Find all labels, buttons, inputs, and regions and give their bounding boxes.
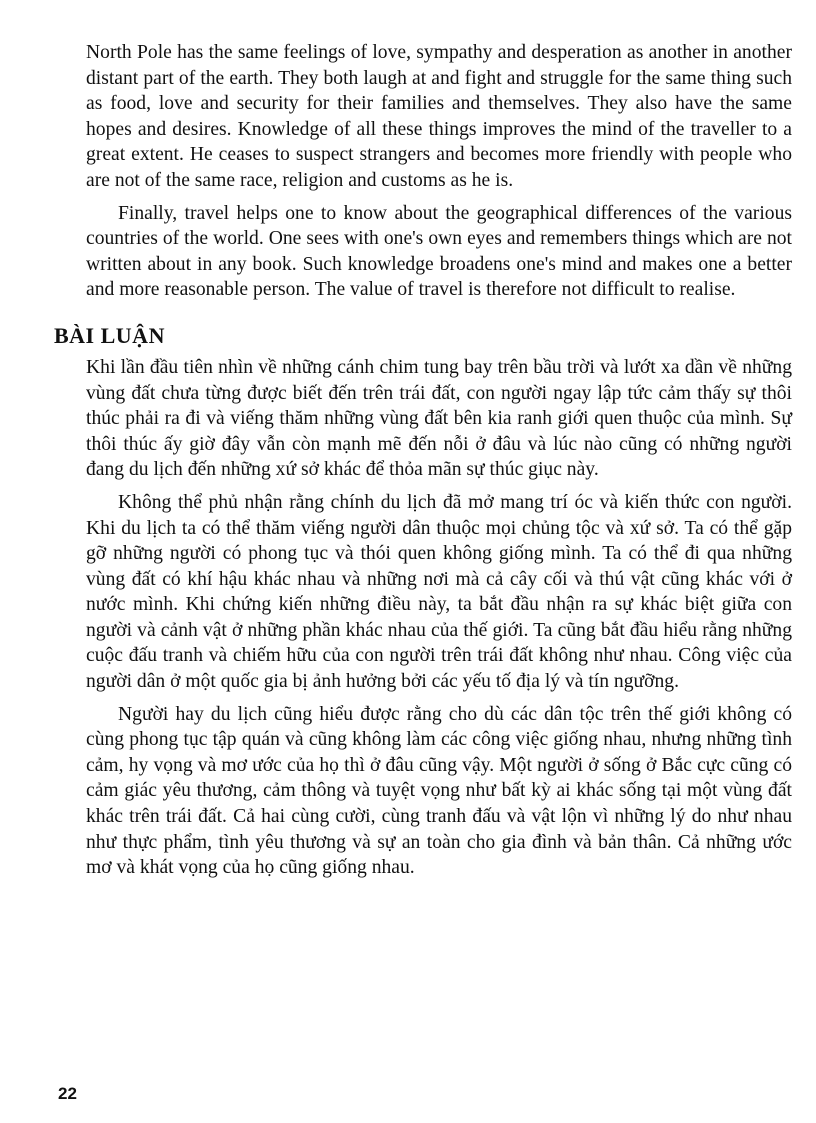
english-paragraph-1: North Pole has the same feelings of love, sympathy and desperation as another in another distant part of the earth. They both laugh at and fight and struggle for the same thing such as food, love and security for their families and themselves. They also have the same hopes and desires. Knowledge of all these things improves the mind of the traveller to a great extent. He ceases to suspect strangers and becomes more friendly with people who are not of the same race, religion and customs as he is.: [86, 42, 792, 191]
english-paragraph-2: Finally, travel helps one to know about the geographical differences of the various countries of the world. One sees with one's own eyes and remembers things which are not written about in any book. Such knowledge broadens one's mind and makes one a better and more reasonable person. The value of travel is therefore not difficult to realise.: [86, 202, 792, 301]
vietnamese-paragraph-3: Người hay du lịch cũng hiểu được rằng cho dù các dân tộc trên thế giới không có cùng phong tục tập quán và cũng không làm các công việc giống nhau, nhưng những tình cảm, hy vọng và mơ ước của họ thì ở đâu cũng vậy. Một người ở sống ở Bắc cực cũng có cảm giác yêu thương, cảm thông và tuyệt vọng như bất kỳ ai khác sống tại một vùng đất khác trên trái đất. Cả hai cùng cười, cùng tranh đấu và vật lộn vì những lý do như nhau như thực phẩm, tình yêu thương và sự an toàn cho gia đình và bản thân. Cả những ước mơ và khát vọng của họ cũng giống nhau.: [86, 703, 792, 879]
english-essay-section: [86, 40, 792, 303]
page-content: [54, 40, 792, 881]
section-heading: BÀI LUẬN: [54, 322, 165, 348]
vietnamese-essay-section: [54, 321, 792, 881]
vietnamese-paragraph-1: Khi lần đầu tiên nhìn về những cánh chim tung bay trên bầu trời và lướt xa dần về những vùng đất chưa từng được biết đến trên trái đất, con người ngay lập tức cảm thấy sự thôi thúc phải ra đi và viếng thăm những vùng đất bên kia ranh giới quen thuộc của mình. Sự thôi thúc ấy giờ đây vẫn còn mạnh mẽ đến nỗi ở đâu và lúc nào cũng có những người đang du lịch đến những xứ sở khác để thỏa mãn sự thúc giục này.: [86, 356, 792, 481]
page-number: 22: [58, 1084, 77, 1103]
vietnamese-paragraph-2: Không thể phủ nhận rằng chính du lịch đã mở mang trí óc và kiến thức con người. Khi du lịch ta có thể thăm viếng người dân thuộc mọi chủng tộc và xứ sở. Ta có thể gặp gỡ những người có phong tục và thói quen không giống mình. Ta có thể đi qua những vùng đất có khí hậu khác nhau và những nơi mà cả cây cối và thú vật cũng khác với ở nước mình. Khi chứng kiến những điều này, ta bắt đầu nhận ra sự khác biệt giữa con người và cảnh vật ở những phần khác nhau của thế giới. Ta cũng bắt đầu hiểu rằng những cuộc đấu tranh và chiếm hữu của con người trên trái đất không như nhau. Công việc của người dân ở một quốc gia bị ảnh hưởng bởi các yếu tố địa lý và tín ngưỡng.: [86, 491, 792, 693]
